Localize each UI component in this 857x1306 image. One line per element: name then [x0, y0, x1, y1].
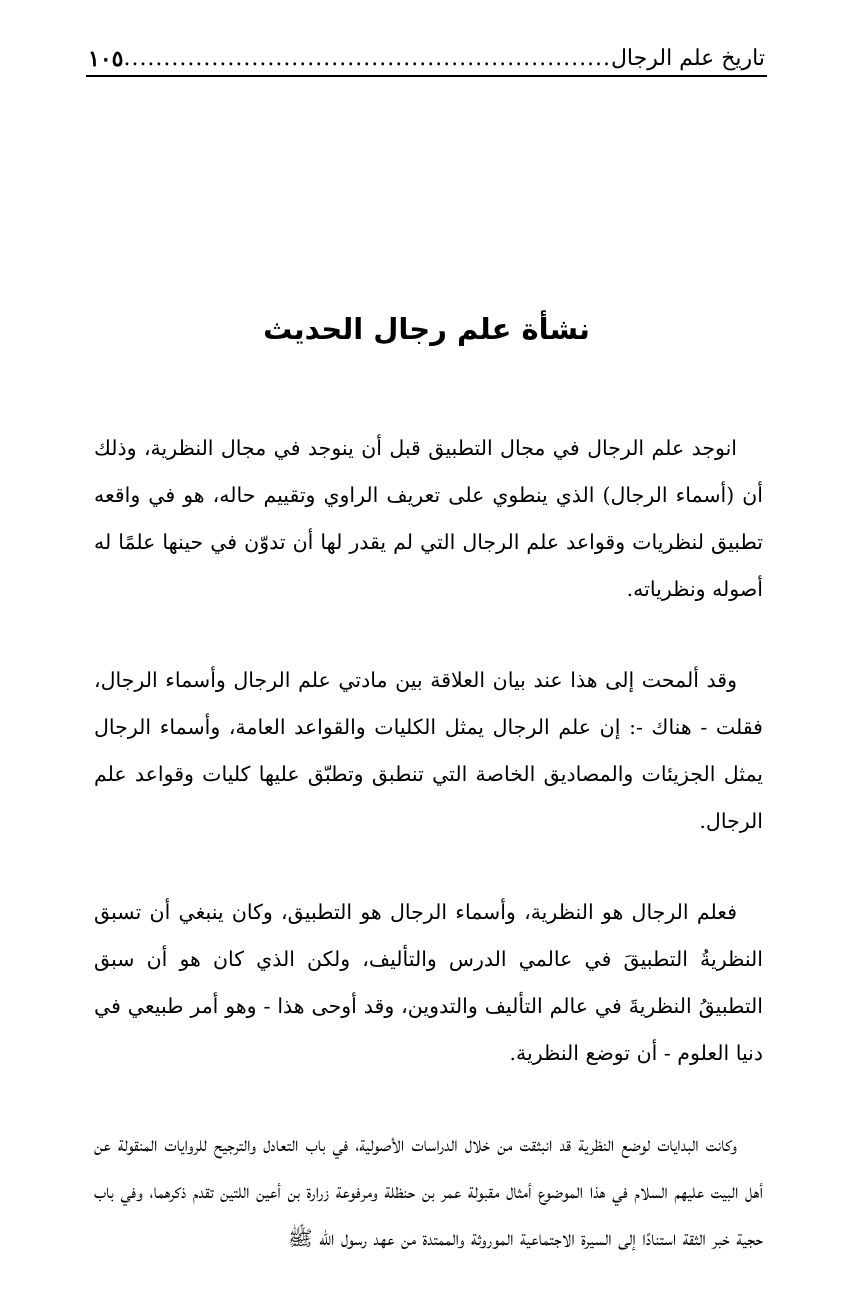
paragraph: انوجد علم الرجال في مجال التطبيق قبل أن ينوجد في مجال النظرية، وذلك أن (أسماء الرجال) الذي ينطوي على تعريف الراوي وتقييم حاله، هو في واقعه تطبيق لنظريات وقواعد علم الرجال التي لم يقدر لها أن تدوّن في حينها علمًا له أصوله ونظرياته.: [94, 436, 763, 601]
running-title: تاريخ علم الرجال: [610, 46, 765, 71]
body-text: [94, 425, 763, 1306]
paragraph: وكانت البدايات لوضع النظرية قد انبثقت من خلال الدراسات الأصولية، في باب التعادل والترجيح للروايات المنقولة عن أهل البيت عليهم السلام في هذا الموضوع أمثال مقبولة عمر بن حنظلة ومرفوعة زرارة بن أعين اللتين تقدم ذكرهما، وفي باب حجية خبر الثقة استنادًا إلى السيرة الاجتماعية الموروثة والممتدة من عهد رسول الله ﷺ: [94, 1132, 763, 1250]
page-number: ١٠٥: [88, 46, 124, 72]
paragraph: وقد ألمحت إلى هذا عند بيان العلاقة بين مادتي علم الرجال وأسماء الرجال، فقلت - هناك -: إن علم الرجال يمثل الكليات والقواعد العامة، وأسماء الرجال يمثل الجزيئات والمصاديق الخاصة التي تنطبق وتطبّق عليها كليات وقواعد علم الرجال.: [94, 668, 763, 833]
leader-dots: [123, 48, 610, 70]
header-rule: [86, 75, 767, 77]
running-header: [88, 34, 765, 70]
chapter-title: نشأة علم رجال الحديث: [263, 312, 590, 346]
paragraph: فعلم الرجال هو النظرية، وأسماء الرجال هو التطبيق، وكان ينبغي أن تسبق النظريةُ التطبيقَ في عالمي الدرس والتأليف، ولكن الذي كان هو أن سبق التطبيقُ النظريةَ في عالم التأليف والتدوين، وقد أوحى هذا - وهو أمر طبيعي في دنيا العلوم - أن توضع النظرية.: [94, 900, 763, 1065]
